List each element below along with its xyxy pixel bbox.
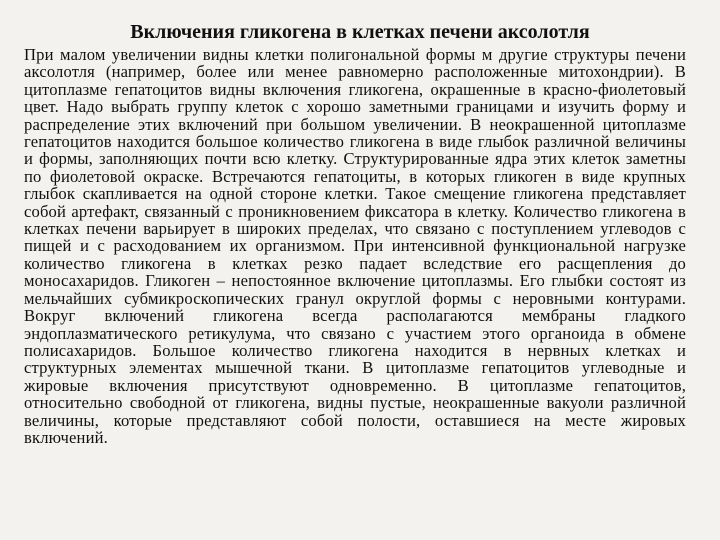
slide-body-text: При малом увеличении видны клетки полигональной формы м другие структуры печени аксолотля (например, более или менее равномерно расположенные митохондрии). В цитоплазме гепатоцитов видны включения гликогена, окрашенные в красно-фиолетовый цвет. Надо выбрать группу клеток с хорошо заметными границами и изучить форму и распределение этих включений при большом увеличении. В неокрашенной цитоплазме гепатоцитов находится большое количество гликогена в виде глыбок различной величины и формы, заполняющих почти всю клетку. Структурированные ядра этих клеток заметны по фиолетовой окраске. Встречаются гепатоциты, в которых гликоген в виде крупных глыбок скапливается на одной стороне клетки. Такое смещение гликогена представляет собой артефакт, связанный с проникновением фиксатора в клетку. Количество гликогена в клетках печени варьирует в широких пределах, что связано с поступлением углеводов с пищей и с расходованием их организмом. При интенсивной функциональной нагрузке количество гликогена в клетках резко падает вследствие его расщепления до моносахаридов. Гликоген – непостоянное включение цитоплазмы. Его глыбки состоят из мельчайших субмикроскопических гранул округлой формы с неровными контурами. Вокруг включений гликогена всегда располагаются мембраны гладкого эндоплазматического ретикулума, что связано с участием этого органоида в обмене полисахаридов. Большое количество гликогена находится в нервных клетках и структурных элементах мышечной ткани. В цитоплазме гепатоцитов углеводные и жировые включения присутствуют одновременно. В цитоплазме гепатоцитов, относительно свободной от гликогена, видны пустые, неокрашенные вакуоли различной величины, которые представляют собой полости, оставшиеся на месте жировых включений.: [24, 45, 686, 447]
slide-title: Включения гликогена в клетках печени аксолотля: [130, 21, 590, 43]
